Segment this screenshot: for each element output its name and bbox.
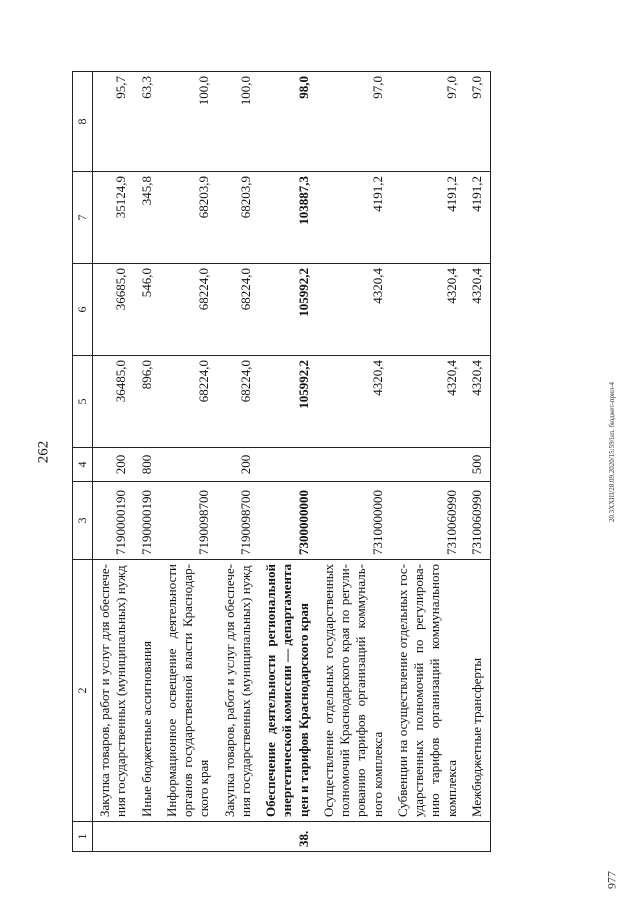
row-number: 38.: [259, 822, 317, 852]
value-col8: 100,0: [218, 72, 260, 172]
value-col7: 4191,2: [317, 172, 391, 264]
target-code: 7190000190: [135, 482, 160, 560]
value-col7: 68203,9: [160, 172, 218, 264]
value-col5: 896,0: [135, 356, 160, 448]
value-col6: 4320,4: [391, 264, 465, 356]
value-col6: 4320,4: [465, 264, 491, 356]
table-row: [465, 72, 491, 852]
row-name: Закупка товаров, работ и услуг для обеспече-ния государственных (муниципальных) нужд: [218, 560, 260, 822]
value-col7: 4191,2: [391, 172, 465, 264]
value-col6: 36685,0: [93, 264, 135, 356]
value-col7: 68203,9: [218, 172, 260, 264]
corner-page-number: 977: [604, 871, 619, 889]
value-col5: 4320,4: [317, 356, 391, 448]
expense-type: 500: [465, 448, 491, 482]
row-number: [317, 822, 391, 852]
value-col6: 105992,2: [259, 264, 317, 356]
header-row: [73, 72, 93, 852]
expense-type: 800: [135, 448, 160, 482]
row-number: [135, 822, 160, 852]
value-col5: 68224,0: [160, 356, 218, 448]
value-col8: 98,0: [259, 72, 317, 172]
row-number: [218, 822, 260, 852]
column-header: 6: [73, 264, 93, 356]
value-col8: 63,3: [135, 72, 160, 172]
value-col6: 68224,0: [218, 264, 260, 356]
value-col7: 103887,3: [259, 172, 317, 264]
expense-type: 200: [93, 448, 135, 482]
target-code: 7190098700: [160, 482, 218, 560]
value-col5: 4320,4: [391, 356, 465, 448]
column-header: 1: [73, 822, 93, 852]
margin-file-note: 20.3XXIII/28.09.2020/15:59/isп. бюджет-прил-4: [608, 381, 616, 523]
row-name: Иные бюджетные ассигнования: [135, 560, 160, 822]
budget-table: [72, 71, 491, 852]
table-row: [218, 72, 260, 852]
value-col8: 100,0: [160, 72, 218, 172]
row-number: [465, 822, 491, 852]
row-number: [160, 822, 218, 852]
row-name: Межбюджетные трансферты: [465, 560, 491, 822]
page-number: 262: [35, 440, 52, 464]
expense-type: [391, 448, 465, 482]
target-code: 7300000000: [259, 482, 317, 560]
table-row: [93, 72, 135, 852]
row-name: Закупка товаров, работ и услуг для обеспече-ния государственных (муниципальных) нужд: [93, 560, 135, 822]
target-code: 7310000000: [317, 482, 391, 560]
column-header: 3: [73, 482, 93, 560]
value-col6: 68224,0: [160, 264, 218, 356]
value-col8: 97,0: [465, 72, 491, 172]
table-row: [391, 72, 465, 852]
column-header: 5: [73, 356, 93, 448]
value-col8: 97,0: [391, 72, 465, 172]
table-row: [160, 72, 218, 852]
target-code: 7190098700: [218, 482, 260, 560]
row-number: [93, 822, 135, 852]
value-col5: 68224,0: [218, 356, 260, 448]
table-row: [135, 72, 160, 852]
row-name: Информационное освещение деятельности органов государственной власти Краснодар-ского края: [160, 560, 218, 822]
row-name: Обеспечение деятельности региональной энергетической комиссии — департамента цен и тарифов Краснодарского края: [259, 560, 317, 822]
target-code: 7310060990: [465, 482, 491, 560]
value-col7: 35124,9: [93, 172, 135, 264]
value-col5: 105992,2: [259, 356, 317, 448]
column-header: 7: [73, 172, 93, 264]
target-code: 7190000190: [93, 482, 135, 560]
rotated-table-container: [72, 72, 568, 852]
value-col6: 4320,4: [317, 264, 391, 356]
value-col7: 4191,2: [465, 172, 491, 264]
value-col7: 345,8: [135, 172, 160, 264]
value-col5: 4320,4: [465, 356, 491, 448]
table-row: [317, 72, 391, 852]
row-number: [391, 822, 465, 852]
expense-type: [317, 448, 391, 482]
value-col8: 95,7: [93, 72, 135, 172]
value-col6: 546,0: [135, 264, 160, 356]
column-header: 2: [73, 560, 93, 822]
expense-type: [160, 448, 218, 482]
expense-type: 200: [218, 448, 260, 482]
value-col8: 97,0: [317, 72, 391, 172]
table-row-section: [259, 72, 317, 852]
value-col5: 36485,0: [93, 356, 135, 448]
row-name: Субвенции на осуществление отдельных гос-ударственных полномочий по регулирова-нию тарифов организаций коммунального комплекса: [391, 560, 465, 822]
expense-type: [259, 448, 317, 482]
target-code: 7310060990: [391, 482, 465, 560]
column-header: 4: [73, 448, 93, 482]
column-header: 8: [73, 72, 93, 172]
row-name: Осуществление отдельных государственных полномочий Краснодарского края по регули-рованию тарифов организаций коммуналь-ного комплекса: [317, 560, 391, 822]
